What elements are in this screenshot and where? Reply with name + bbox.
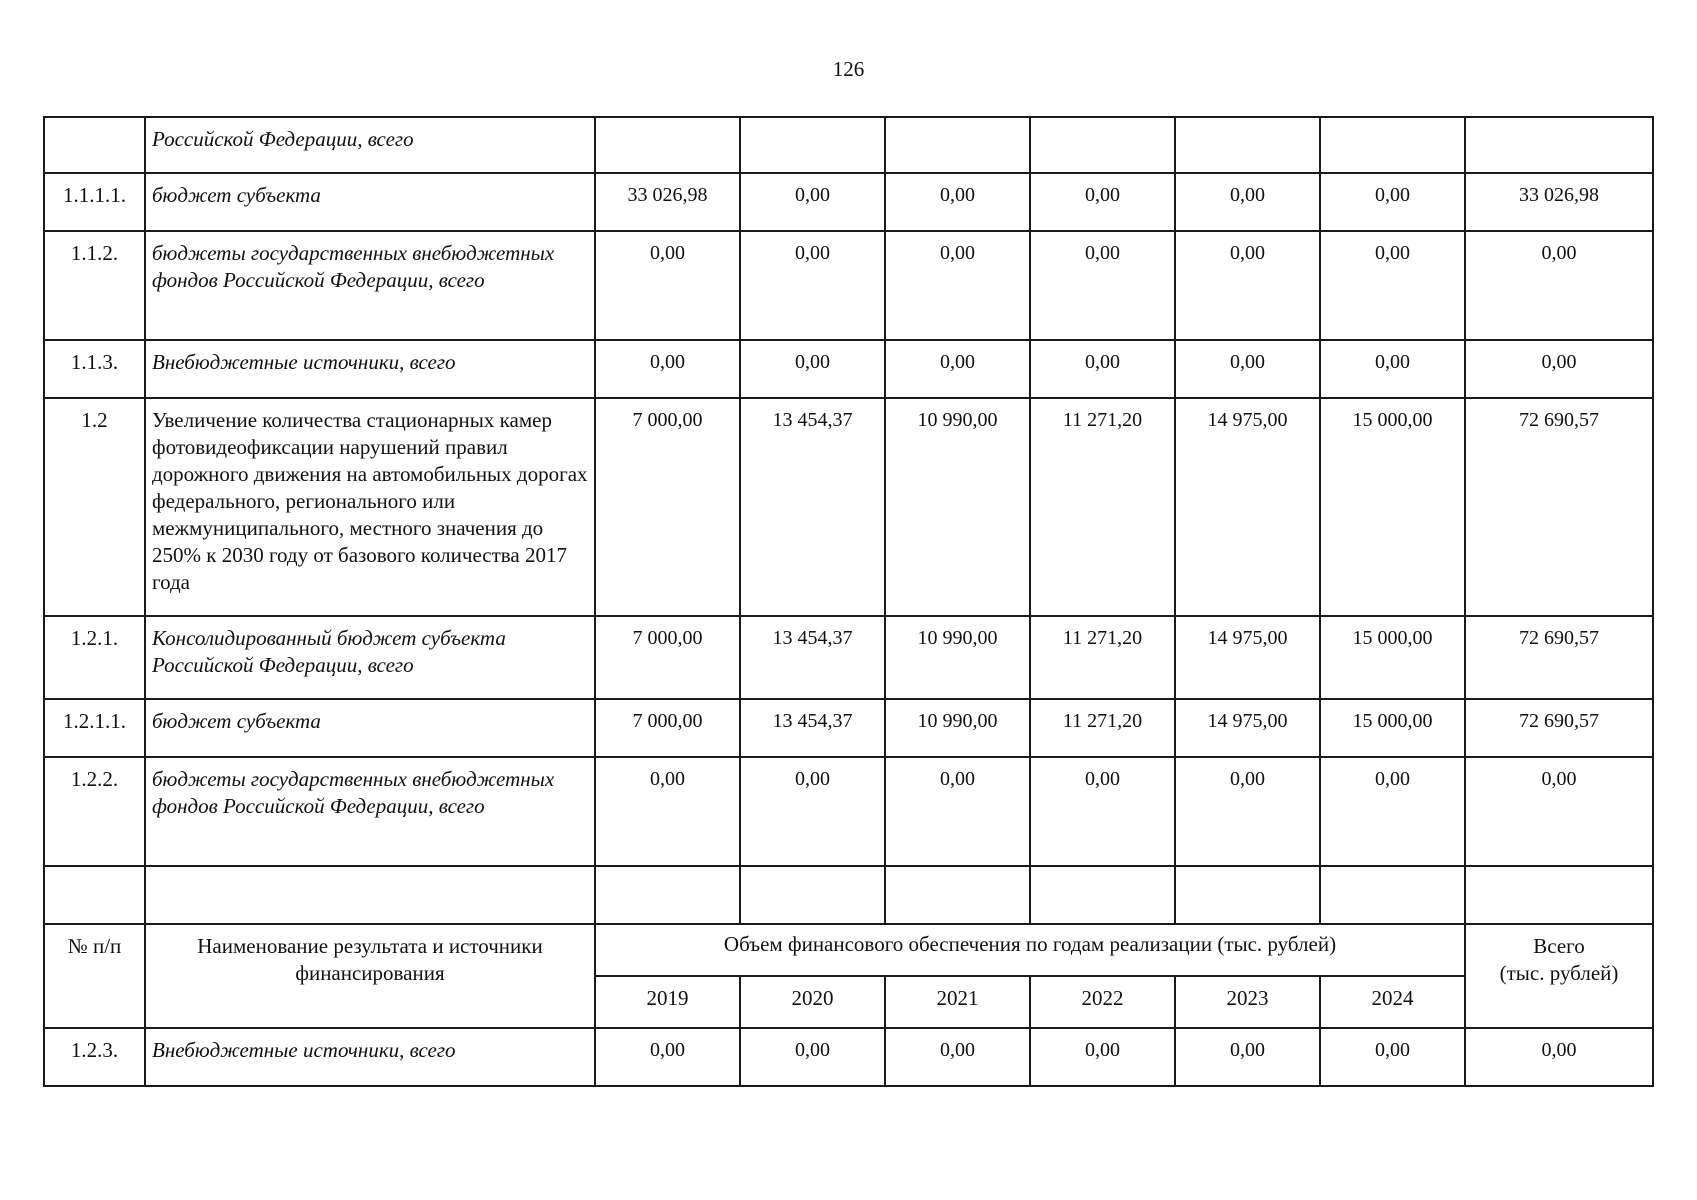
row-value [1030,117,1175,173]
row-value: 0,00 [595,757,740,866]
row-value: 0,00 [740,231,885,340]
row-value: 0,00 [595,340,740,398]
row-name [145,866,595,924]
row-value: 0,00 [740,1028,885,1086]
header-total-unit: (тыс. рублей) [1499,961,1619,985]
header-total-label: Всего [1533,934,1585,958]
header-total [1465,924,1653,1028]
row-value: 33 026,98 [595,173,740,231]
row-value: 0,00 [1175,757,1320,866]
row-name: бюджет субъекта [145,173,595,231]
row-value: 10 990,00 [885,398,1030,616]
table-body-top [44,117,1653,924]
row-value: 0,00 [1175,340,1320,398]
row-total: 0,00 [1465,231,1653,340]
row-value: 0,00 [1030,173,1175,231]
row-value: 0,00 [1175,1028,1320,1086]
row-value: 0,00 [1175,231,1320,340]
header-num: № п/п [44,924,145,1028]
row-value: 10 990,00 [885,616,1030,699]
row-value: 0,00 [740,340,885,398]
row-value: 15 000,00 [1320,699,1465,757]
row-value: 14 975,00 [1175,398,1320,616]
row-value: 0,00 [740,757,885,866]
row-value: 0,00 [595,231,740,340]
header-year: 2020 [740,976,885,1028]
header-year: 2021 [885,976,1030,1028]
row-name: Консолидированный бюджет субъекта Российской Федерации, всего [145,616,595,699]
table-header-repeat [44,924,1653,1028]
table-row [44,866,1653,924]
row-value: 0,00 [1030,340,1175,398]
row-value: 0,00 [885,173,1030,231]
row-number: 1.2 [44,398,145,616]
header-year: 2023 [1175,976,1320,1028]
row-value [1175,117,1320,173]
row-number: 1.2.1. [44,616,145,699]
header-name: Наименование результата и источники финансирования [145,924,595,1028]
row-value: 0,00 [885,340,1030,398]
header-year: 2022 [1030,976,1175,1028]
row-total: 0,00 [1465,340,1653,398]
row-name: Российской Федерации, всего [145,117,595,173]
row-total: 33 026,98 [1465,173,1653,231]
row-value: 0,00 [1030,1028,1175,1086]
table-row [44,117,1653,173]
row-name: бюджеты государственных внебюджетных фондов Российской Федерации, всего [145,757,595,866]
financing-table [43,116,1654,1087]
row-value [595,117,740,173]
row-total: 0,00 [1465,1028,1653,1086]
row-value: 0,00 [1030,231,1175,340]
row-name: бюджеты государственных внебюджетных фондов Российской Федерации, всего [145,231,595,340]
row-value: 0,00 [1030,757,1175,866]
table-row [44,173,1653,231]
header-volume: Объем финансового обеспечения по годам реализации (тыс. рублей) [595,924,1465,976]
row-value: 7 000,00 [595,616,740,699]
row-value: 0,00 [885,1028,1030,1086]
row-value: 13 454,37 [740,398,885,616]
row-value: 10 990,00 [885,699,1030,757]
row-total: 72 690,57 [1465,699,1653,757]
row-name: бюджет субъекта [145,699,595,757]
row-value [1175,866,1320,924]
row-value: 0,00 [1320,231,1465,340]
row-value: 0,00 [1320,340,1465,398]
row-value: 11 271,20 [1030,616,1175,699]
row-number: 1.1.1.1. [44,173,145,231]
row-total: 0,00 [1465,757,1653,866]
row-number: 1.2.2. [44,757,145,866]
table-body-tail [44,1028,1653,1086]
row-number [44,117,145,173]
row-number: 1.1.2. [44,231,145,340]
row-value [740,117,885,173]
row-value: 0,00 [1320,757,1465,866]
row-value: 14 975,00 [1175,699,1320,757]
table-row [44,1028,1653,1086]
row-value: 7 000,00 [595,398,740,616]
row-number: 1.2.1.1. [44,699,145,757]
row-number [44,866,145,924]
row-total: 72 690,57 [1465,398,1653,616]
table-row [44,699,1653,757]
row-value: 13 454,37 [740,699,885,757]
row-value [1320,866,1465,924]
row-number: 1.2.3. [44,1028,145,1086]
row-value: 11 271,20 [1030,699,1175,757]
table-row [44,398,1653,616]
row-value: 13 454,37 [740,616,885,699]
row-value: 0,00 [595,1028,740,1086]
table-row [44,340,1653,398]
header-row-1 [44,924,1653,976]
header-year: 2024 [1320,976,1465,1028]
row-value: 0,00 [1320,173,1465,231]
row-value [1320,117,1465,173]
table-row [44,757,1653,866]
row-value: 0,00 [740,173,885,231]
row-value [740,866,885,924]
row-value [885,866,1030,924]
row-value: 14 975,00 [1175,616,1320,699]
header-year: 2019 [595,976,740,1028]
row-total [1465,117,1653,173]
row-name: Внебюджетные источники, всего [145,340,595,398]
row-name: Внебюджетные источники, всего [145,1028,595,1086]
row-value: 11 271,20 [1030,398,1175,616]
row-value [595,866,740,924]
row-value: 0,00 [885,231,1030,340]
row-value: 15 000,00 [1320,398,1465,616]
table-row [44,616,1653,699]
row-total [1465,866,1653,924]
row-value: 0,00 [1175,173,1320,231]
row-name: Увеличение количества стационарных камер фотовидеофиксации нарушений правил дорожного движения на автомобильных дорогах федерального, регионального или межмуниципального, местного значения до 250% к 2030 году от базового количества 2017 года [145,398,595,616]
row-value [885,117,1030,173]
row-number: 1.1.3. [44,340,145,398]
row-value: 7 000,00 [595,699,740,757]
row-value: 0,00 [1320,1028,1465,1086]
row-value: 15 000,00 [1320,616,1465,699]
row-total: 72 690,57 [1465,616,1653,699]
row-value: 0,00 [885,757,1030,866]
page-number: 126 [832,57,865,81]
row-value [1030,866,1175,924]
table-row [44,231,1653,340]
